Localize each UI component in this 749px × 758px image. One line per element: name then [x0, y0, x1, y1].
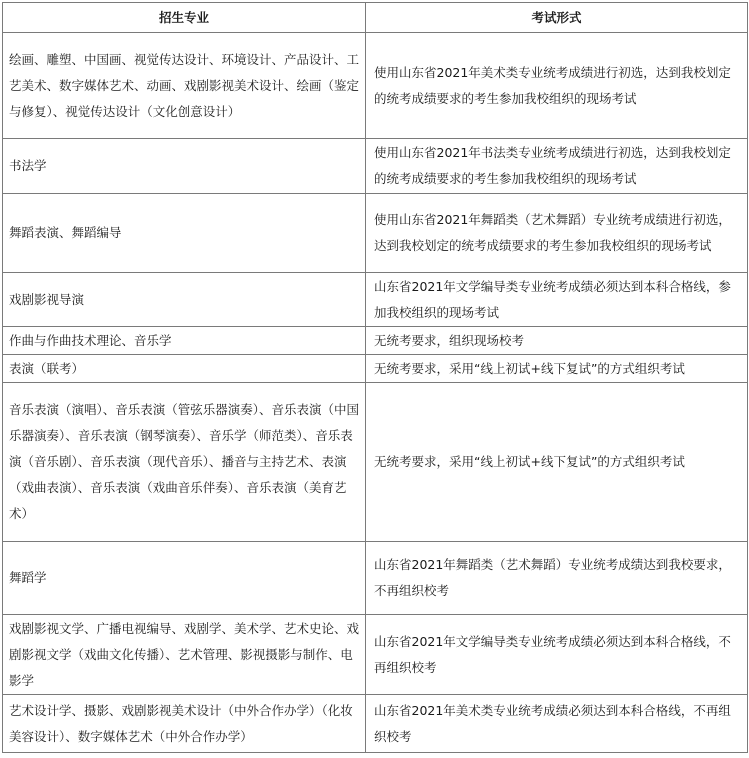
- table-row: [3, 542, 748, 615]
- major-cell: 音乐表演（演唱）、音乐表演（管弦乐器演奏）、音乐表演（中国乐器演奏）、音乐表演（钢琴演奏）、音乐学（师范类）、音乐表演（音乐剧）、音乐表演（现代音乐）、播音与主持艺术、表演（戏曲表演）、音乐表演（戏曲音乐伴奏）、音乐表演（美育艺术）: [3, 383, 366, 542]
- exam-cell: 无统考要求，组织现场校考: [366, 327, 748, 355]
- table-row: [3, 327, 748, 355]
- major-cell: 舞蹈表演、舞蹈编导: [3, 194, 366, 273]
- table-row: [3, 194, 748, 273]
- header-row: [3, 3, 748, 33]
- table-row: [3, 383, 748, 542]
- major-cell: 舞蹈学: [3, 542, 366, 615]
- major-cell: 书法学: [3, 139, 366, 194]
- exam-cell: 使用山东省2021年舞蹈类（艺术舞蹈）专业统考成绩进行初选，达到我校划定的统考成绩要求的考生参加我校组织的现场考试: [366, 194, 748, 273]
- table-row: [3, 33, 748, 139]
- major-cell: 艺术设计学、摄影、戏剧影视美术设计（中外合作办学）（化妆美容设计）、数字媒体艺术（中外合作办学）: [3, 695, 366, 753]
- exam-cell: 山东省2021年文学编导类专业统考成绩必须达到本科合格线，不再组织校考: [366, 615, 748, 695]
- major-cell: 表演（联考）: [3, 355, 366, 383]
- exam-cell: 无统考要求，采用“线上初试+线下复试”的方式组织考试: [366, 383, 748, 542]
- exam-cell: 使用山东省2021年书法类专业统考成绩进行初选，达到我校划定的统考成绩要求的考生参加我校组织的现场考试: [366, 139, 748, 194]
- major-cell: 作曲与作曲技术理论、音乐学: [3, 327, 366, 355]
- header-major: 招生专业: [3, 3, 366, 33]
- major-cell: 戏剧影视文学、广播电视编导、戏剧学、美术学、艺术史论、戏剧影视文学（戏曲文化传播）、艺术管理、影视摄影与制作、电影学: [3, 615, 366, 695]
- table-row: [3, 615, 748, 695]
- exam-cell: 山东省2021年文学编导类专业统考成绩必须达到本科合格线，参加我校组织的现场考试: [366, 273, 748, 327]
- exam-cell: 无统考要求，采用“线上初试+线下复试”的方式组织考试: [366, 355, 748, 383]
- header-exam: 考试形式: [366, 3, 748, 33]
- major-cell: 绘画、雕塑、中国画、视觉传达设计、环境设计、产品设计、工艺美术、数字媒体艺术、动画、戏剧影视美术设计、绘画（鉴定与修复）、视觉传达设计（文化创意设计）: [3, 33, 366, 139]
- exam-cell: 山东省2021年美术类专业统考成绩必须达到本科合格线，不再组织校考: [366, 695, 748, 753]
- major-cell: 戏剧影视导演: [3, 273, 366, 327]
- exam-cell: 山东省2021年舞蹈类（艺术舞蹈）专业统考成绩达到我校要求，不再组织校考: [366, 542, 748, 615]
- table-row: [3, 695, 748, 753]
- table-row: [3, 273, 748, 327]
- table-row: [3, 355, 748, 383]
- table-row: [3, 139, 748, 194]
- exam-cell: 使用山东省2021年美术类专业统考成绩进行初选，达到我校划定的统考成绩要求的考生参加我校组织的现场考试: [366, 33, 748, 139]
- admission-table: [2, 2, 748, 753]
